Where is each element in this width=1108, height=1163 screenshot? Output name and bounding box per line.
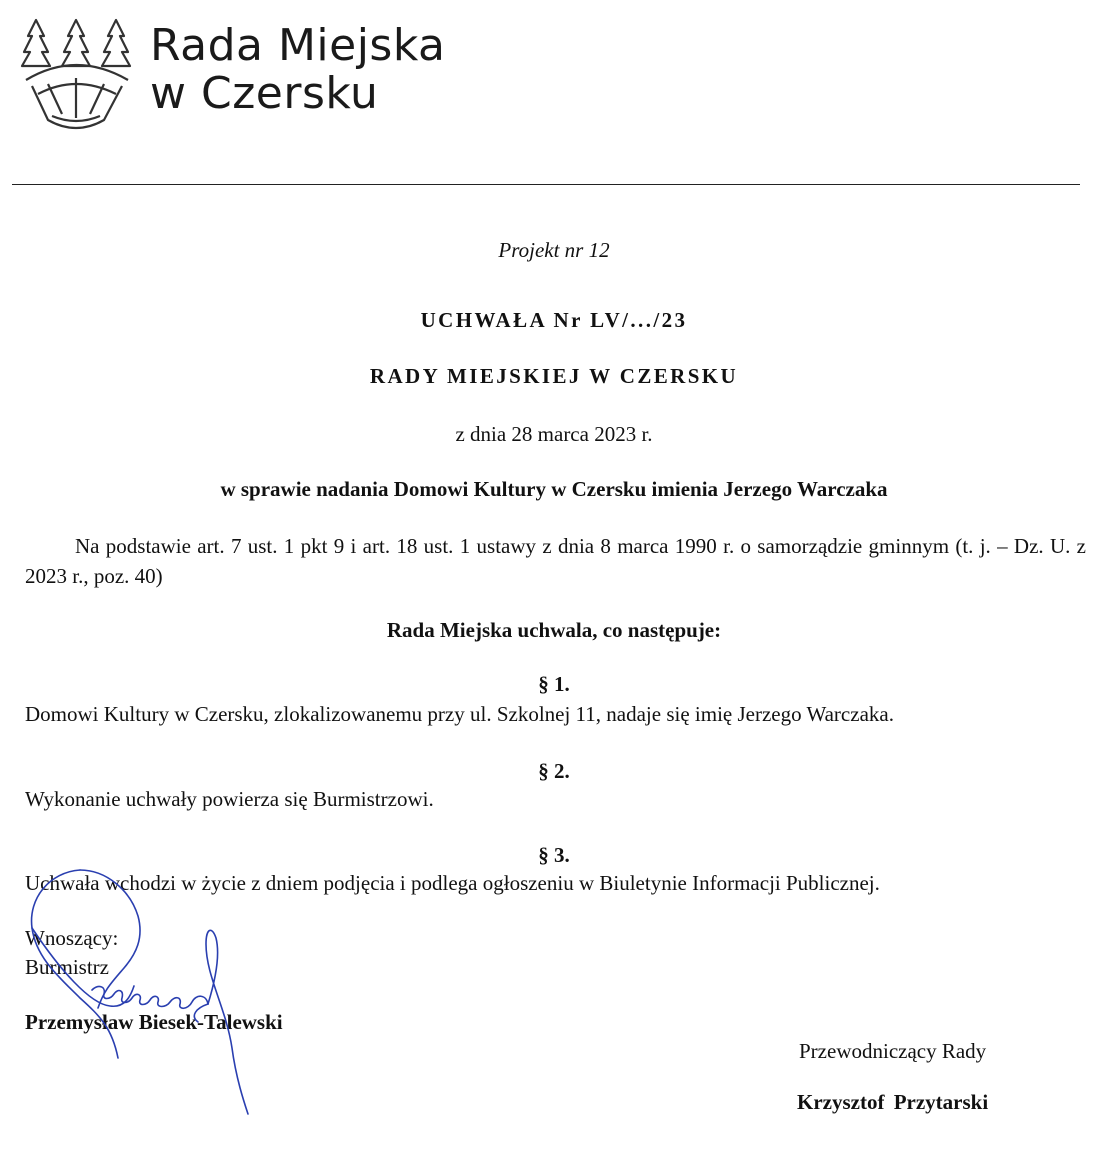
resolution-issuer: RADY MIEJSKIEJ W CZERSKU — [369, 364, 739, 388]
submitter-role: Burmistrz — [25, 955, 109, 979]
paragraph-2-text: Wykonanie uchwały powierza się Burmistrzowi. — [25, 787, 434, 811]
paragraph-3-text: Uchwała wchodzi w życie z dniem podjęcia i podlega ogłoszeniu w Biuletynie Informacji Publicznej. — [25, 871, 880, 895]
legal-basis: Na podstawie art. 7 ust. 1 pkt 9 i art. 18 ust. 1 ustawy z dnia 8 marca 1990 r. o samorządzie gminnym (t. j. – Dz. U. z 2023 r., poz. 40) — [25, 534, 1086, 588]
chair-name: Krzysztof Przytarski — [797, 1090, 989, 1114]
paragraph-2-number: § 2. — [538, 759, 570, 783]
rada-miejska-logo-icon — [18, 14, 136, 132]
council-name-line1: Rada Miejska — [150, 20, 446, 71]
submitter-label: Wnoszący: — [25, 926, 119, 950]
resolution-subject: w sprawie nadania Domowi Kultury w Czersku imienia Jerzego Warczaka — [220, 477, 888, 501]
project-label: Projekt nr 12 — [498, 238, 610, 262]
resolution-date: z dnia 28 marca 2023 r. — [455, 422, 653, 446]
handwritten-signature — [20, 858, 260, 1120]
paragraph-1-text: Domowi Kultury w Czersku, zlokalizowanemu przy ul. Szkolnej 11, nadaje się imię Jerzego Warczaka. — [25, 702, 894, 726]
paragraph-3-number: § 3. — [538, 843, 570, 867]
paragraph-1-number: § 1. — [538, 672, 570, 696]
chair-role: Przewodniczący Rady — [799, 1039, 987, 1063]
header-divider — [12, 184, 1080, 185]
submitter-name: Przemysław Biesek-Talewski — [25, 1010, 283, 1034]
council-name — [150, 22, 446, 118]
resolution-title: UCHWAŁA Nr LV/.../23 — [420, 308, 688, 332]
council-name-line2: w Czersku — [150, 68, 379, 119]
resolves-heading: Rada Miejska uchwala, co następuje: — [386, 618, 722, 642]
